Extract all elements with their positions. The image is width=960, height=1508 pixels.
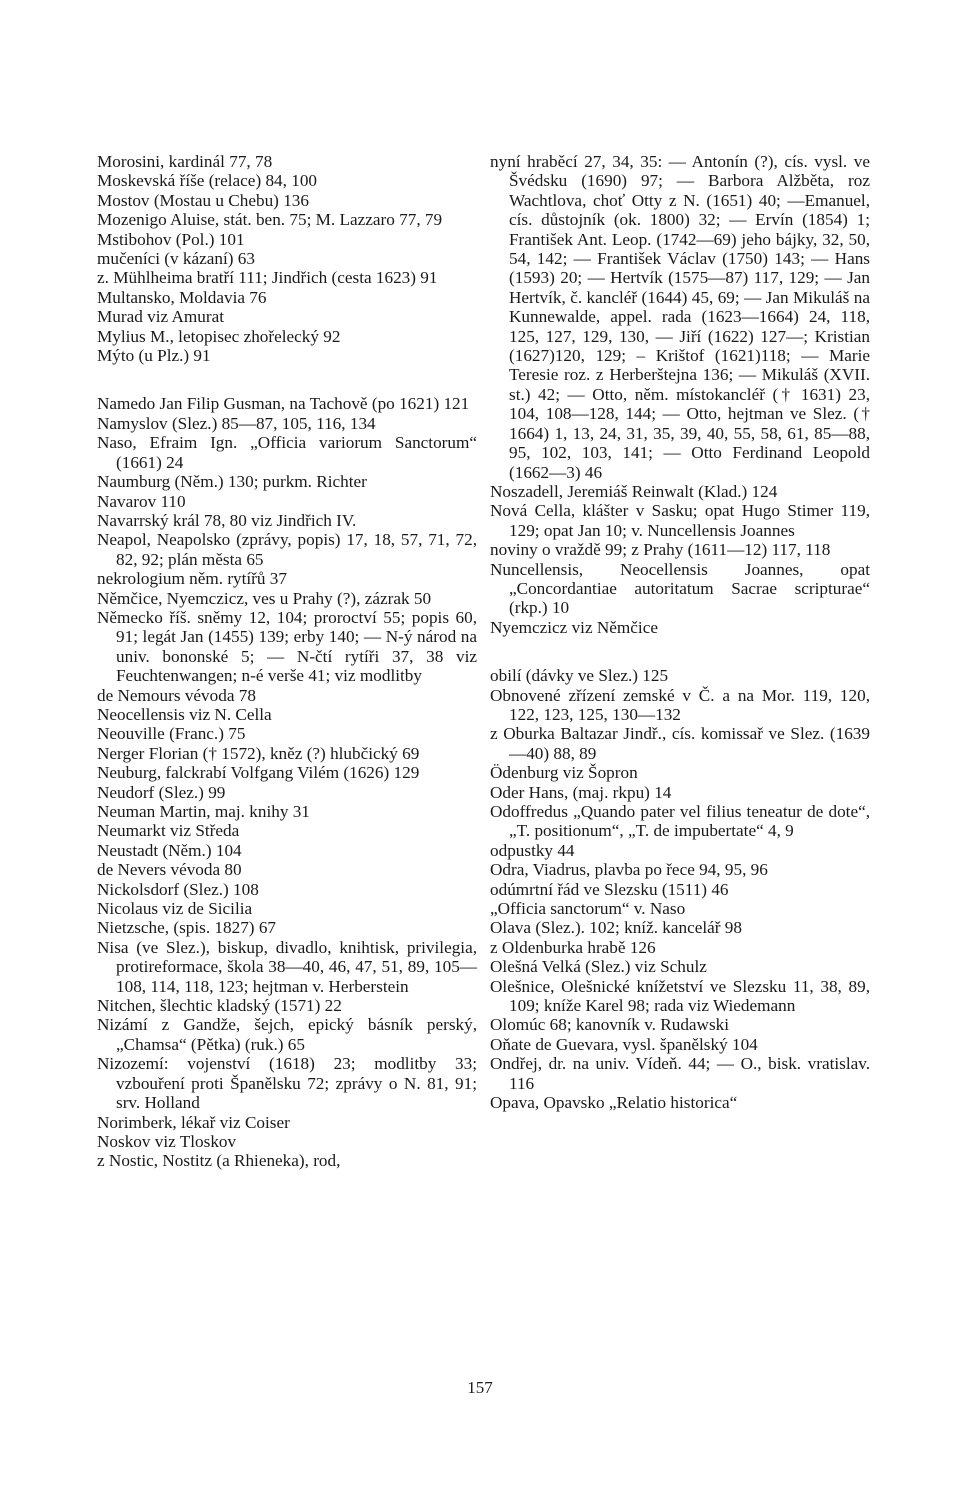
index-entry: Němčice, Nyemczicz, ves u Prahy (?), zázrak 50 [97,588,432,608]
index-entry: Nuncellensis, Neocellensis Joannes, opat „Concordantiae autoritatum Sacrae scripturae“ (rkp.) 10 [490,559,870,618]
index-entry: obilí (dávky ve Slez.) 125 [490,666,669,686]
index-entry: Nickolsdorf (Slez.) 108 [97,879,259,899]
index-entry: Murad viz Amurat [97,307,224,327]
index-entry: Nizozemí: vojenství (1618) 23; modlitby 33; vzbouření proti Španělsku 72; zprávy o N. 81, 91; srv. Holland [97,1054,477,1113]
index-entry: Nizámí z Gandže, šejch, epický básník perský, „Chamsa“ (Pětka) (ruk.) 65 [97,1015,477,1054]
index-entry: Namedo Jan Filip Gusman, na Tachově (po 1621) 121 [97,394,470,414]
index-entry: Mýto (u Plz.) 91 [97,346,211,366]
index-group-n-continued [490,152,870,637]
index-entry: Olešnice, Olešnické knížetství ve Slezsku 11, 38, 89, 109; kníže Karel 98; rada viz Wiedemann [490,976,870,1016]
index-entry: Noskov viz Tloskov [97,1131,237,1151]
index-entry: Navarov 110 [97,491,186,511]
left-column [97,152,477,1171]
index-entry: Namyslov (Slez.) 85—87, 105, 116, 134 [97,413,376,433]
index-entry: Neouville (Franc.) 75 [97,724,246,744]
index-entry: Ödenburg viz Šopron [490,763,638,783]
index-entry: Nitchen, šlechtic kladský (1571) 22 [97,996,342,1016]
index-entry: z. Mühlheima bratří 111; Jindřich (cesta 1623) 91 [97,268,438,288]
index-entry: Neumarkt viz Středa [97,821,240,841]
index-entry: Moskevská říše (relace) 84, 100 [97,171,318,191]
right-column [490,152,870,1113]
page-number: 157 [467,1378,493,1397]
index-entry: nyní hraběcí 27, 34, 35: — Antonín (?), cís. vysl. ve Švédsku (1690) 97; — Barbora Alžběta, roz Wachtlova, choť Otty z N. (1651) 40; —Emanuel, cís. důstojník (ok. 1800) 32; — Ervín (1854) 1; František Ant. Leop. (1742—69) jeho bájky, 32, 50, 54, 142; — František Václav (1750) 143; — Hans (1593) 20; — Hertvík (1575—87) 117, 129; — Jan Hertvík, č. kancléř (1644) 45, 69; — Jan Mikuláš na Kunnewalde, appel. rada (1623—1664) 24, 118, 125, 127, 129, 130, — Jiří (1622) 127—; Kristian (1627)120, 129; – Krištof (1621)118; — Marie Teresie roz. z Herberštejna 136; — Mikuláš (XVII. st.) 42; — Otto, něm. místokancléř († 1631) 23, 104, 108—128, 144; — Otto, hejtman ve Slez. († 1664) 1, 13, 24, 31, 35, 39, 40, 55, 58, 61, 85—88, 95, 102, 103, 141; — Otto Ferdinand Leopold (1662—3) 46 [490,152,870,482]
index-entry: Multansko, Moldavia 76 [97,287,267,307]
index-group-m [97,152,477,365]
index-entry: Mstibohov (Pol.) 101 [97,229,245,249]
index-entry: Morosini, kardinál 77, 78 [97,152,273,171]
index-entry: nekrologium něm. rytířů 37 [97,569,287,589]
index-entry: Olešná Velká (Slez.) viz Schulz [490,957,707,977]
index-entry: Nisa (ve Slez.), biskup, divadlo, knihtisk, privilegia, protireformace, škola 38—40, 46, 47, 51, 89, 105—108, 114, 118, 123; hejtman v. Herberstein [97,937,477,996]
index-entry: Naumburg (Něm.) 130; purkm. Richter [97,472,367,492]
index-entry: Mostov (Mostau u Chebu) 136 [97,190,309,210]
index-entry: Nová Cella, klášter v Sasku; opat Hugo Stimer 119, 129; opat Jan 10; v. Nuncellensis Joannes [490,501,870,540]
index-entry: Oder Hans, (maj. rkpu) 14 [490,782,672,802]
group-spacer [490,637,870,666]
index-entry: z Nostic, Nostitz (a Rhieneka), rod, [97,1151,341,1171]
index-entry: Mozenigo Aluise, stát. ben. 75; M. Lazzaro 77, 79 [97,210,443,230]
index-group-n [97,394,477,1170]
index-entry: Neuburg, falckrabí Volfgang Vilém (1626) 129 [97,763,420,783]
index-entry: Oňate de Guevara, vysl. španělský 104 [490,1034,758,1054]
index-entry: de Nevers vévoda 80 [97,860,242,880]
index-entry: Ondřej, dr. na univ. Vídeň. 44; — O., bisk. vratislav. 116 [490,1054,870,1093]
group-spacer [97,365,477,394]
index-entry: Navarrský král 78, 80 viz Jindřich IV. [97,510,357,530]
index-entry: Naso, Efraim Ign. „Officia variorum Sanctorum“ (1661) 24 [97,433,477,472]
index-entry: Nicolaus viz de Sicilia [97,899,253,919]
index-group-o [490,666,870,1112]
index-entry: Nietzsche, (spis. 1827) 67 [97,918,277,938]
index-entry: Odoffredus „Quando pater vel filius teneatur de dote“, „T. positionum“, „T. de impubertate“ 4, 9 [490,802,870,841]
index-entry: Nyemczicz viz Němčice [490,617,658,637]
index-entry: Německo říš. sněmy 12, 104; proroctví 55; popis 60, 91; legát Jan (1455) 139; erby 140; — N-ý národ na univ. bononské 5; — N-čtí rytíři 37, 38 viz Feuchtenwangen; n-é verše 41; viz modlitby [97,607,477,686]
index-entry: Olomúc 68; kanovník v. Rudawski [490,1015,730,1035]
index-entry: Neocellensis viz N. Cella [97,704,272,724]
index-entry: z Oburka Baltazar Jindř., cís. komissař ve Slez. (1639—40) 88, 89 [490,724,870,763]
index-entry: odúmrtní řád ve Slezsku (1511) 46 [490,879,729,899]
index-entry: odpustky 44 [490,840,575,860]
index-entry: Norimberk, lékař viz Coiser [97,1112,290,1132]
index-entry: Mylius M., letopisec zhořelecký 92 [97,326,341,346]
index-entry: z Oldenburka hrabě 126 [490,937,656,957]
index-entry: Neustadt (Něm.) 104 [97,840,242,860]
index-entry: Noszadell, Jeremiáš Reinwalt (Klad.) 124 [490,481,778,501]
index-entry: Opava, Opavsko „Relatio historica“ [490,1093,738,1113]
index-entry: Odra, Viadrus, plavba po řece 94, 95, 96 [490,860,768,880]
index-entry: Neapol, Neapolsko (zprávy, popis) 17, 18, 57, 71, 72, 82, 92; plán města 65 [97,530,477,569]
index-entry: Nerger Florian († 1572), kněz (?) hlubčický 69 [97,743,420,763]
index-entry: de Nemours vévoda 78 [97,685,256,705]
index-entry: noviny o vraždě 99; z Prahy (1611—12) 117, 118 [490,540,831,560]
index-entry: Olava (Slez.). 102; kníž. kancelář 98 [490,918,742,938]
index-entry: „Officia sanctorum“ v. Naso [490,899,686,919]
index-entry: Neuman Martin, maj. knihy 31 [97,802,310,821]
index-entry: mučeníci (v kázaní) 63 [97,249,255,269]
index-entry: Obnovené zřízení zemské v Č. a na Mor. 119, 120, 122, 123, 125, 130—132 [490,685,870,724]
index-entry: Neudorf (Slez.) 99 [97,782,226,802]
